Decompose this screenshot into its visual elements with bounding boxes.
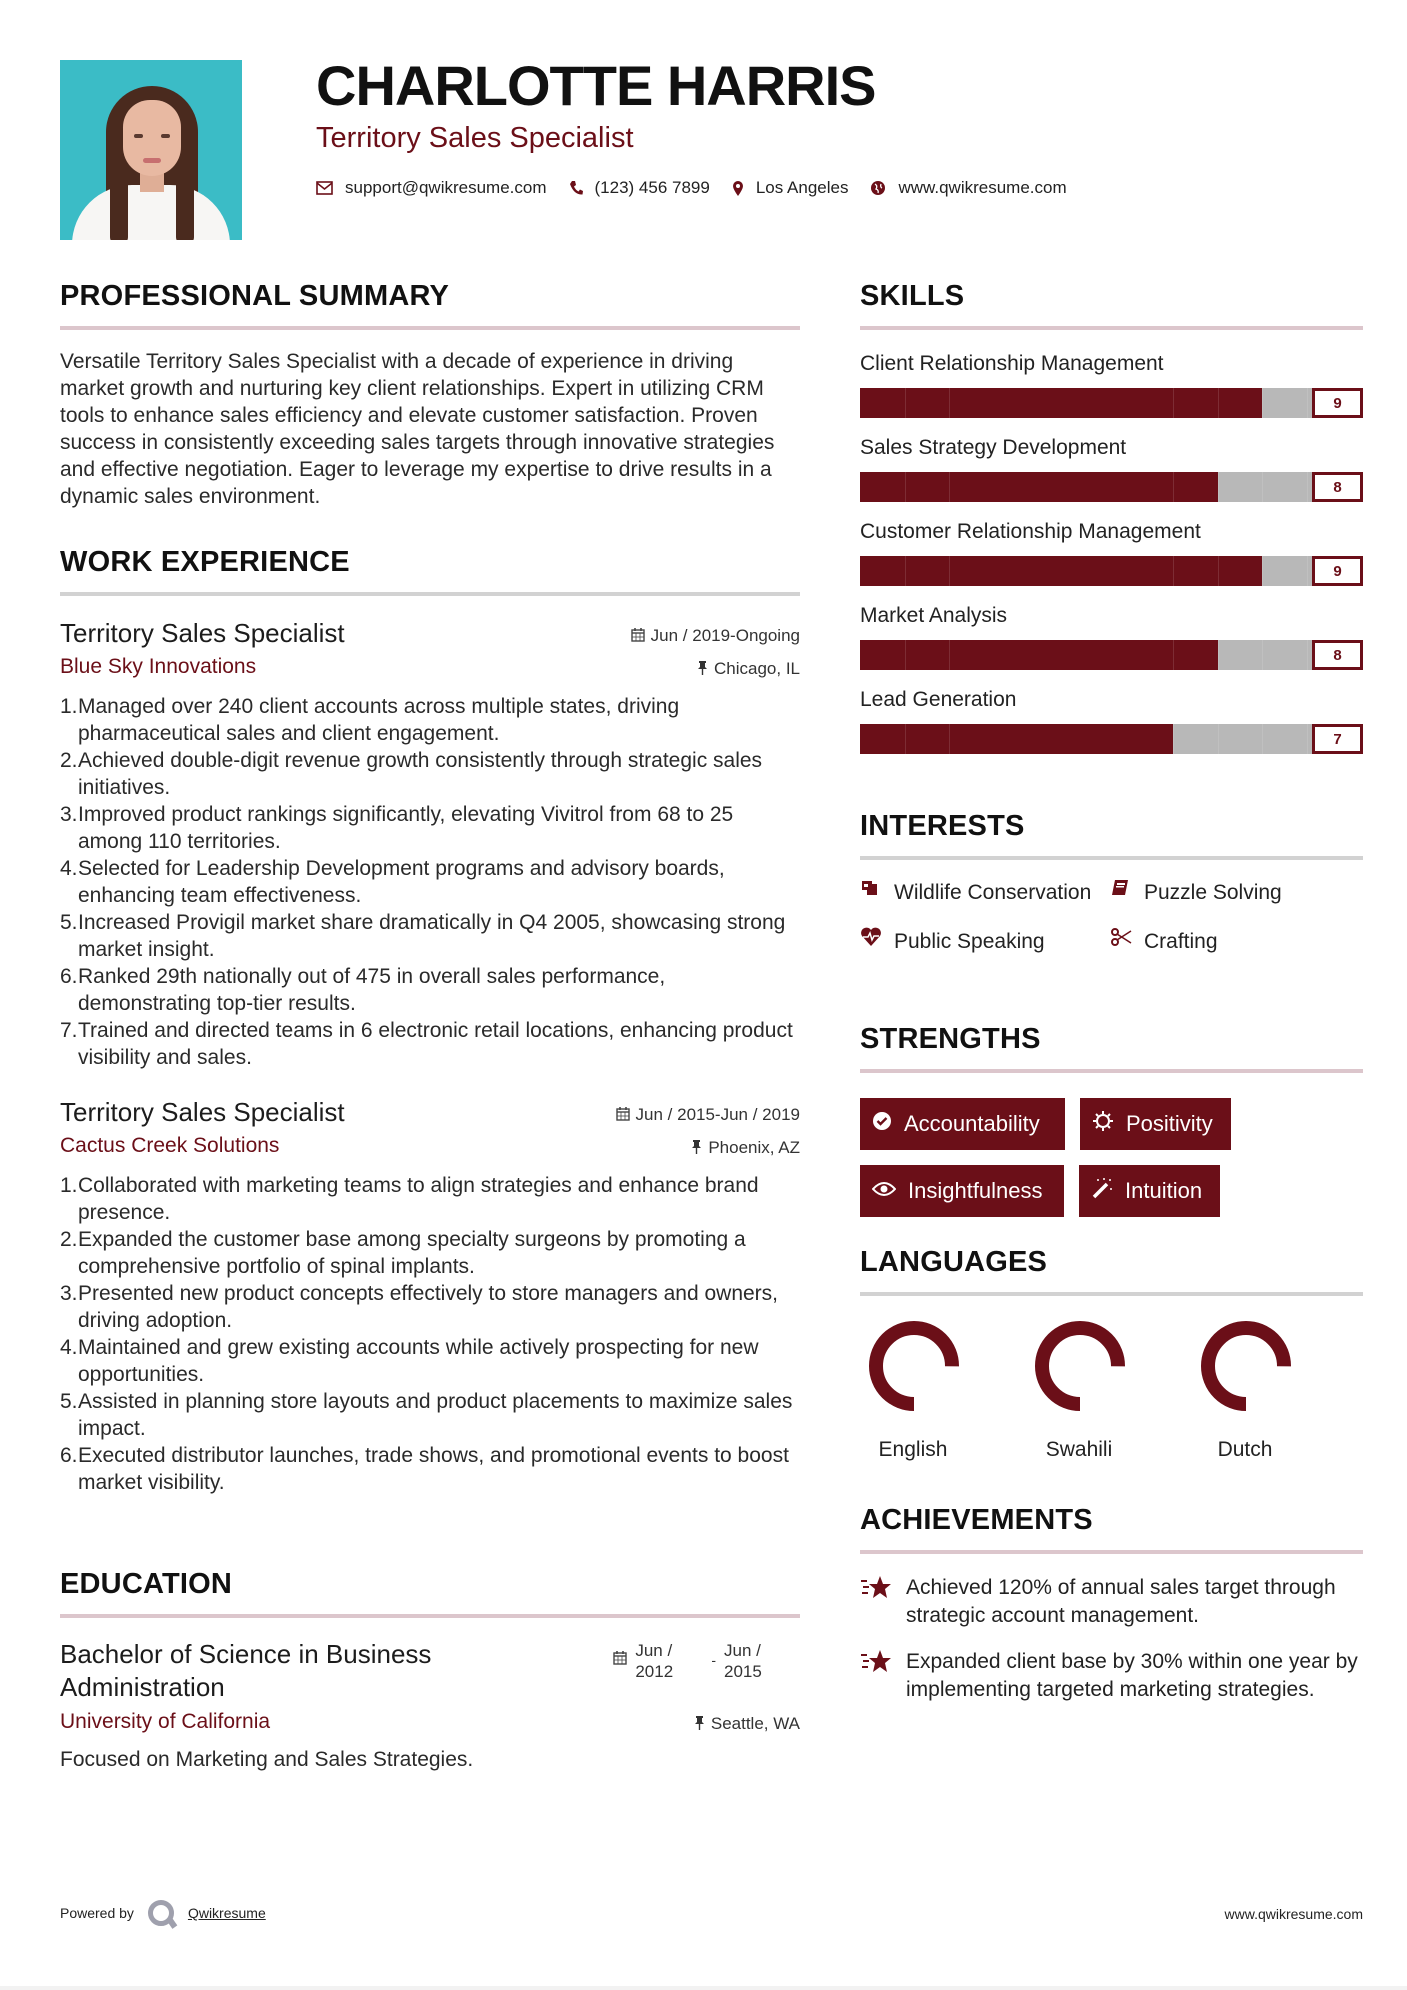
skill-level-value: 9: [1312, 556, 1363, 586]
strength-badge: Intuition: [1079, 1165, 1220, 1217]
qwikresume-logo-icon: [148, 1900, 174, 1926]
envelope-icon: [316, 181, 333, 195]
candidate-title: Territory Sales Specialist: [316, 122, 634, 154]
education-section: [60, 1570, 800, 1773]
section-heading: SKILLS: [860, 280, 965, 312]
bullet-item: 5. Assisted in planning store layouts and product placements to maximize sales impact.: [60, 1390, 793, 1441]
strengths-list: [860, 1098, 1280, 1217]
language-name: Swahili: [1045, 1438, 1113, 1461]
job-entry: [60, 1097, 800, 1496]
section-divider: [60, 592, 800, 596]
skill-segment-divider: [905, 472, 906, 502]
skill-segment-divider: [1307, 640, 1308, 670]
scissors-icon: [1110, 927, 1144, 956]
strength-badge: Accountability: [860, 1098, 1065, 1150]
contact-website[interactable]: www.qwikresume.com: [898, 178, 1067, 197]
photo-eye: [134, 134, 143, 138]
job-dates-text: Jun / 2015-Jun / 2019: [635, 1105, 800, 1125]
skill-segment-divider: [1307, 388, 1308, 418]
skill-segment-divider: [1262, 640, 1263, 670]
calendar-icon: [613, 1650, 627, 1669]
skill-segment-divider: [1262, 556, 1263, 586]
skill-segment-divider: [905, 724, 906, 754]
interest-item: Puzzle Solving: [1110, 878, 1360, 907]
skill-segment-divider: [1173, 472, 1174, 502]
skill-level-fill: [860, 640, 1218, 670]
education-school: University of California: [60, 1710, 271, 1733]
skill-segment-divider: [1262, 472, 1263, 502]
job-location: [697, 659, 800, 679]
language-progress-ring: [1198, 1318, 1294, 1414]
date-separator: -: [711, 1652, 716, 1668]
bullet-item: 4. Selected for Leadership Development programs and advisory boards, enhancing team effectiveness.: [60, 857, 725, 908]
summary-text: Versatile Territory Sales Specialist with a decade of experience in driving market growth and nurturing key client relationships. Expert in utilizing CRM tools to enhance sales efficiency and elevate customer satisfaction. Proven success in consistently exceeding sales targets through innovative strategies and effective negotiation. Eager to leverage my expertise to drive results in a dynamic sales environment.: [60, 350, 775, 508]
education-location: [694, 1714, 800, 1734]
skill-name: Market Analysis: [860, 604, 1008, 627]
achievement-item: Expanded client base by 30% within one year by implementing targeted marketing strategies.: [860, 1648, 1363, 1704]
page-edge: [0, 1986, 1407, 1990]
star-trophy-icon: [860, 1574, 906, 1630]
skills-section: [860, 282, 1363, 754]
skill-segment-divider: [1307, 724, 1308, 754]
skill-segment-divider: [1173, 556, 1174, 586]
job-entry: [60, 618, 800, 1071]
languages-section: [860, 1248, 1363, 1462]
skill-level-value: 8: [1312, 640, 1363, 670]
contact-email[interactable]: support@qwikresume.com: [345, 178, 547, 197]
skill-level-bar: [860, 472, 1363, 502]
pushpin-icon: [694, 1715, 705, 1734]
section-heading: WORK EXPERIENCE: [60, 546, 350, 578]
job-company: Cactus Creek Solutions: [60, 1134, 280, 1158]
skill-segment-divider: [949, 388, 950, 418]
interest-item: Wildlife Conservation: [860, 878, 1110, 907]
globe-icon: [870, 180, 886, 196]
photo-face: [123, 100, 181, 176]
skill-level-bar: [860, 640, 1363, 670]
language-progress-ring: [866, 1318, 962, 1414]
interest-item: Public Speaking: [860, 927, 1110, 956]
bullet-item: 2. Expanded the customer base among specialty surgeons by promoting a comprehensive portfolio of spinal implants.: [60, 1228, 746, 1279]
skill-segment-divider: [1218, 724, 1219, 754]
skill-name: Client Relationship Management: [860, 352, 1164, 375]
skill-name: Lead Generation: [860, 688, 1017, 711]
star-trophy-icon: [860, 1648, 906, 1704]
strengths-section: [860, 1025, 1363, 1217]
job-location-text: Chicago, IL: [714, 659, 800, 679]
education-description: Focused on Marketing and Sales Strategies.: [60, 1748, 474, 1771]
interests-grid: [860, 878, 1363, 956]
skill-level-bar: [860, 724, 1363, 754]
skill-segment-divider: [1218, 556, 1219, 586]
languages-list: [860, 1318, 1363, 1462]
skill-level-bar: [860, 388, 1363, 418]
skill-name: Sales Strategy Development: [860, 436, 1127, 459]
check-circle-icon: [872, 1111, 892, 1137]
map-pin-icon: [732, 180, 744, 197]
skills-list: [860, 352, 1363, 754]
strength-badge: Positivity: [1080, 1098, 1231, 1150]
skill-segment-divider: [1173, 724, 1174, 754]
skill-segment-divider: [1307, 472, 1308, 502]
work-experience-section: [60, 548, 800, 1496]
strength-badge: Insightfulness: [860, 1165, 1064, 1217]
interests-section: [860, 812, 1363, 956]
section-divider: [60, 1614, 800, 1618]
bullet-item: 5. Increased Provigil market share dramatically in Q4 2005, showcasing strong market insight.: [60, 911, 786, 962]
language-name: English: [878, 1438, 948, 1461]
footer-website[interactable]: www.qwikresume.com: [1224, 1906, 1363, 1922]
education-degree: Bachelor of Science in Business Administration: [60, 1639, 432, 1702]
pushpin-icon: [691, 1139, 702, 1158]
bullet-item: 1. Managed over 240 client accounts across multiple states, driving pharmaceutical sales and client engagement.: [60, 695, 680, 746]
skill-segment-divider: [1218, 640, 1219, 670]
job-role: Territory Sales Specialist: [60, 1097, 345, 1128]
section-divider: [860, 856, 1363, 860]
language-item: [1026, 1318, 1192, 1462]
job-bullets: [60, 693, 800, 1071]
interest-item: Crafting: [1110, 927, 1360, 956]
skill-level-fill: [860, 472, 1218, 502]
footer-powered-by: [60, 1900, 266, 1926]
section-heading: ACHIEVEMENTS: [860, 1504, 1093, 1536]
candidate-name: CHARLOTTE HARRIS: [316, 54, 876, 117]
calendar-icon: [616, 1106, 630, 1125]
language-item: [1192, 1318, 1358, 1462]
education-location-text: Seattle, WA: [710, 1714, 800, 1733]
bullet-item: 4. Maintained and grew existing accounts while actively prospecting for new opportunities.: [60, 1336, 759, 1387]
pushpin-icon: [697, 660, 708, 679]
skill-segment-divider: [949, 724, 950, 754]
skill-segment-divider: [949, 640, 950, 670]
skill-segment-divider: [1173, 640, 1174, 670]
eye-icon: [872, 1180, 896, 1203]
section-heading: STRENGTHS: [860, 1023, 1041, 1055]
skill-segment-divider: [905, 556, 906, 586]
contact-phone[interactable]: (123) 456 7899: [594, 178, 710, 197]
calendar-icon: [631, 627, 645, 646]
section-heading: LANGUAGES: [860, 1246, 1048, 1278]
bullet-item: 6. Executed distributor launches, trade shows, and promotional events to boost market visibility.: [60, 1444, 789, 1495]
skill-segment-divider: [949, 472, 950, 502]
magic-wand-icon: [1091, 1177, 1113, 1205]
contact-location: Los Angeles: [755, 178, 849, 197]
bullet-item: 1. Collaborated with marketing teams to align strategies and enhance brand presence.: [60, 1174, 759, 1225]
contact-bar: [316, 178, 1089, 198]
job-bullets: [60, 1172, 800, 1496]
bullet-item: 3. Improved product rankings significantly, elevating Vivitrol from 68 to 25 among 110 territories.: [60, 803, 734, 854]
bullet-item: 3. Presented new product concepts effectively to store managers and owners, driving adoption.: [60, 1282, 779, 1333]
job-location-text: Phoenix, AZ: [708, 1138, 800, 1158]
photo-eye: [161, 134, 170, 138]
skill-level-bar: [860, 556, 1363, 586]
skill-segment-divider: [1262, 388, 1263, 418]
skill-level-fill: [860, 724, 1173, 754]
job-company: Blue Sky Innovations: [60, 655, 257, 679]
job-dates: [616, 1105, 800, 1125]
photo-shirt: [72, 185, 230, 240]
section-divider: [860, 1550, 1363, 1554]
language-name: Dutch: [1217, 1438, 1273, 1461]
skill-segment-divider: [1307, 556, 1308, 586]
bullet-item: 6. Ranked 29th nationally out of 475 in overall sales performance, demonstrating top-tier results.: [60, 965, 666, 1016]
skill-level-fill: [860, 556, 1262, 586]
job-location: [691, 1138, 800, 1158]
skill-segment-divider: [1218, 388, 1219, 418]
job-dates: [631, 626, 800, 646]
language-item: [860, 1318, 1026, 1462]
skill-level-fill: [860, 388, 1262, 418]
skill-segment-divider: [1218, 472, 1219, 502]
skill-segment-divider: [905, 640, 906, 670]
sun-icon: [1092, 1110, 1114, 1138]
skill-segment-divider: [1173, 388, 1174, 418]
qwikresume-link[interactable]: Qwikresume: [187, 1905, 266, 1921]
skill-name: Customer Relationship Management: [860, 520, 1201, 543]
section-divider: [860, 1069, 1363, 1073]
skill-level-value: 9: [1312, 388, 1363, 418]
bullet-item: 7. Trained and directed teams in 6 electronic retail locations, enhancing product visibility and sales.: [60, 1019, 793, 1070]
section-divider: [860, 1292, 1363, 1296]
section-heading: EDUCATION: [60, 1568, 233, 1600]
section-heading: INTERESTS: [860, 810, 1025, 842]
skill-segment-divider: [1262, 724, 1263, 754]
bullet-item: 2. Achieved double-digit revenue growth consistently through strategic sales initiatives.: [60, 749, 763, 800]
skill-level-value: 7: [1312, 724, 1363, 754]
skill-segment-divider: [949, 556, 950, 586]
profile-photo: [60, 60, 242, 240]
heartbeat-icon: [860, 927, 894, 956]
job-role: Territory Sales Specialist: [60, 618, 345, 648]
section-heading: PROFESSIONAL SUMMARY: [60, 280, 450, 312]
skill-level-value: 8: [1312, 472, 1363, 502]
achievement-item: Achieved 120% of annual sales target through strategic account management.: [860, 1574, 1363, 1630]
education-end: Jun / 2015: [724, 1641, 762, 1681]
professional-summary-section: [60, 282, 800, 510]
education-dates: [613, 1640, 772, 1682]
phone-icon: [569, 180, 583, 196]
book-icon: [1110, 878, 1144, 907]
powered-by-label: Powered by: [60, 1905, 134, 1921]
section-divider: [60, 326, 800, 330]
education-start: Jun / 2012: [635, 1641, 674, 1681]
section-divider: [860, 326, 1363, 330]
photo-lips: [143, 158, 161, 163]
language-progress-ring: [1032, 1318, 1128, 1414]
achievements-section: [860, 1506, 1363, 1704]
paw-icon: [860, 878, 894, 907]
job-dates-text: Jun / 2019-Ongoing: [650, 626, 800, 645]
skill-segment-divider: [905, 388, 906, 418]
